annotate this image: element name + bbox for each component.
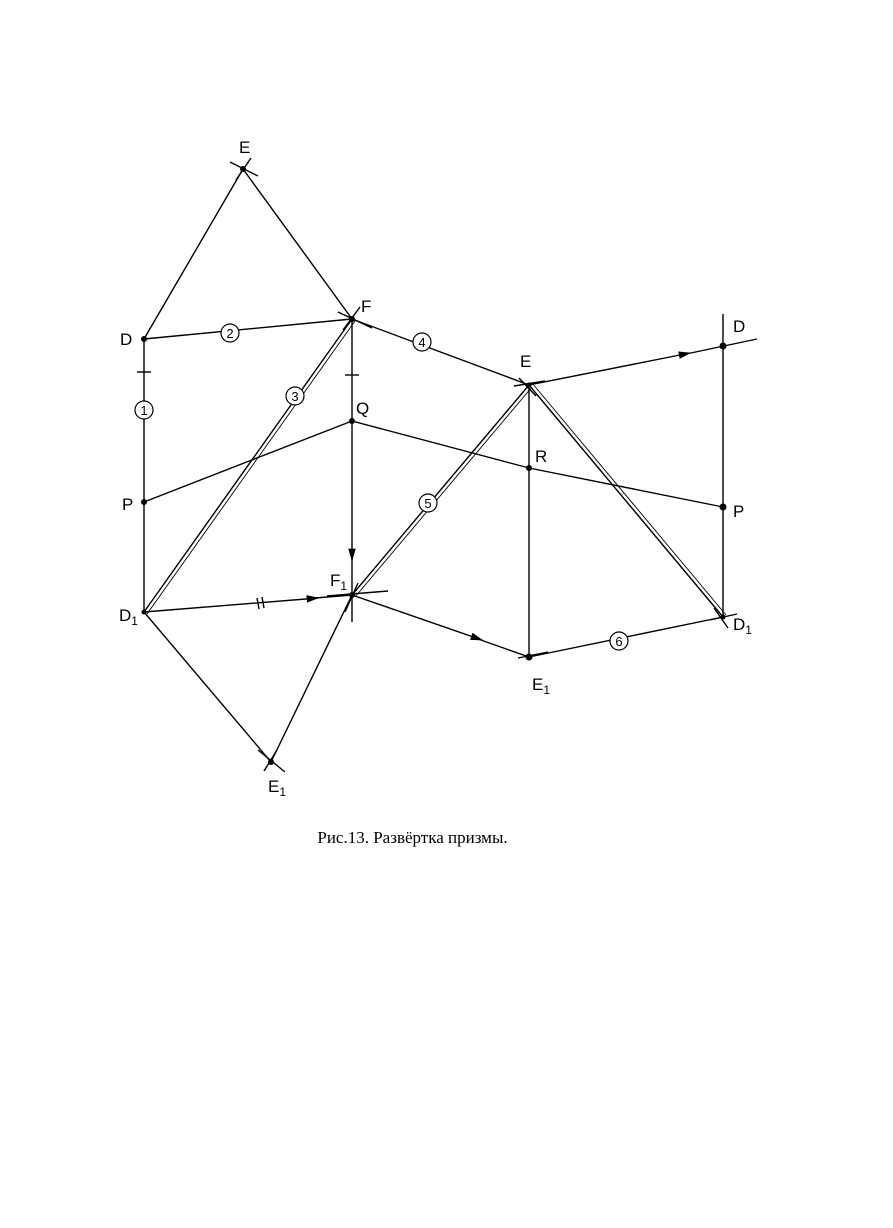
vertex-dot-d1-right: [721, 615, 726, 620]
vertex-dot-p-right: [720, 504, 727, 511]
vertex-dot-d-right: [720, 343, 727, 350]
edge-number-4: 4: [418, 335, 426, 350]
label-d1-left: $D_1$: [119, 606, 138, 628]
edge-e1-f1: [271, 595, 352, 762]
edge-number-5: 5: [424, 496, 432, 511]
label-p-left: P: [122, 495, 134, 514]
edge-number-6: 6: [615, 634, 623, 649]
vertex-dot-p-left: [141, 499, 147, 505]
label-d1-right: $D_1$: [733, 615, 752, 637]
section-p-q: [144, 421, 352, 502]
edge-number-1: 1: [140, 403, 148, 418]
label-d-right: D: [733, 317, 746, 336]
vertex-dot-r: [526, 465, 532, 471]
edge-e-f-top: [243, 169, 352, 319]
label-r: R: [535, 447, 548, 466]
vertex-dot-e1-right: [526, 654, 533, 661]
label-d-left: D: [120, 330, 133, 349]
vertex-dot-f: [349, 316, 355, 322]
edge-d1-f-b: [147, 321, 355, 614]
edge-f1-e1: [352, 595, 482, 640]
label-q: Q: [356, 399, 370, 418]
edge-f1-e-b: [355, 387, 532, 597]
figure-caption: Рис.13. Развёртка призмы.: [317, 828, 508, 847]
edge-number-2: 2: [226, 326, 234, 341]
label-e-top: E: [239, 138, 251, 157]
vertex-dot-d1-left: [142, 610, 147, 615]
section-q-r: [352, 421, 529, 468]
label-e-mid: E: [520, 352, 532, 371]
edge-d1-f-a: [144, 319, 352, 612]
vertex-dot-e-mid: [527, 383, 532, 388]
label-f: F: [361, 297, 372, 316]
edge-d-f: [144, 319, 352, 339]
vertex-dot-d-left: [141, 336, 147, 342]
label-p-right: P: [733, 502, 745, 521]
vertex-dot-q: [349, 418, 355, 424]
vertex-dot-e1-bottom: [268, 759, 274, 765]
double-tick-a: [257, 598, 259, 609]
edge-f1-e1-rest: [478, 639, 529, 657]
edge-e-d1-b: [532, 383, 726, 615]
label-e1-bottom: $E_1$: [268, 777, 287, 799]
label-f1: $F_1$: [330, 571, 348, 593]
label-e1-right: $E_1$: [532, 675, 551, 697]
vertex-dot-f1: [349, 592, 355, 598]
edge-d-e-top: [144, 169, 243, 339]
cross-mark-f1-a: [327, 591, 388, 596]
edge-f1-e-a: [352, 385, 529, 595]
edge-d1-e1: [144, 612, 271, 762]
double-tick-b: [262, 597, 264, 608]
edge-d1-f1: [144, 598, 318, 612]
edge-f-e: [352, 319, 532, 385]
edge-e-d-right: [529, 353, 690, 385]
vertex-dot-e-top: [240, 166, 246, 172]
edge-number-3: 3: [291, 389, 299, 404]
